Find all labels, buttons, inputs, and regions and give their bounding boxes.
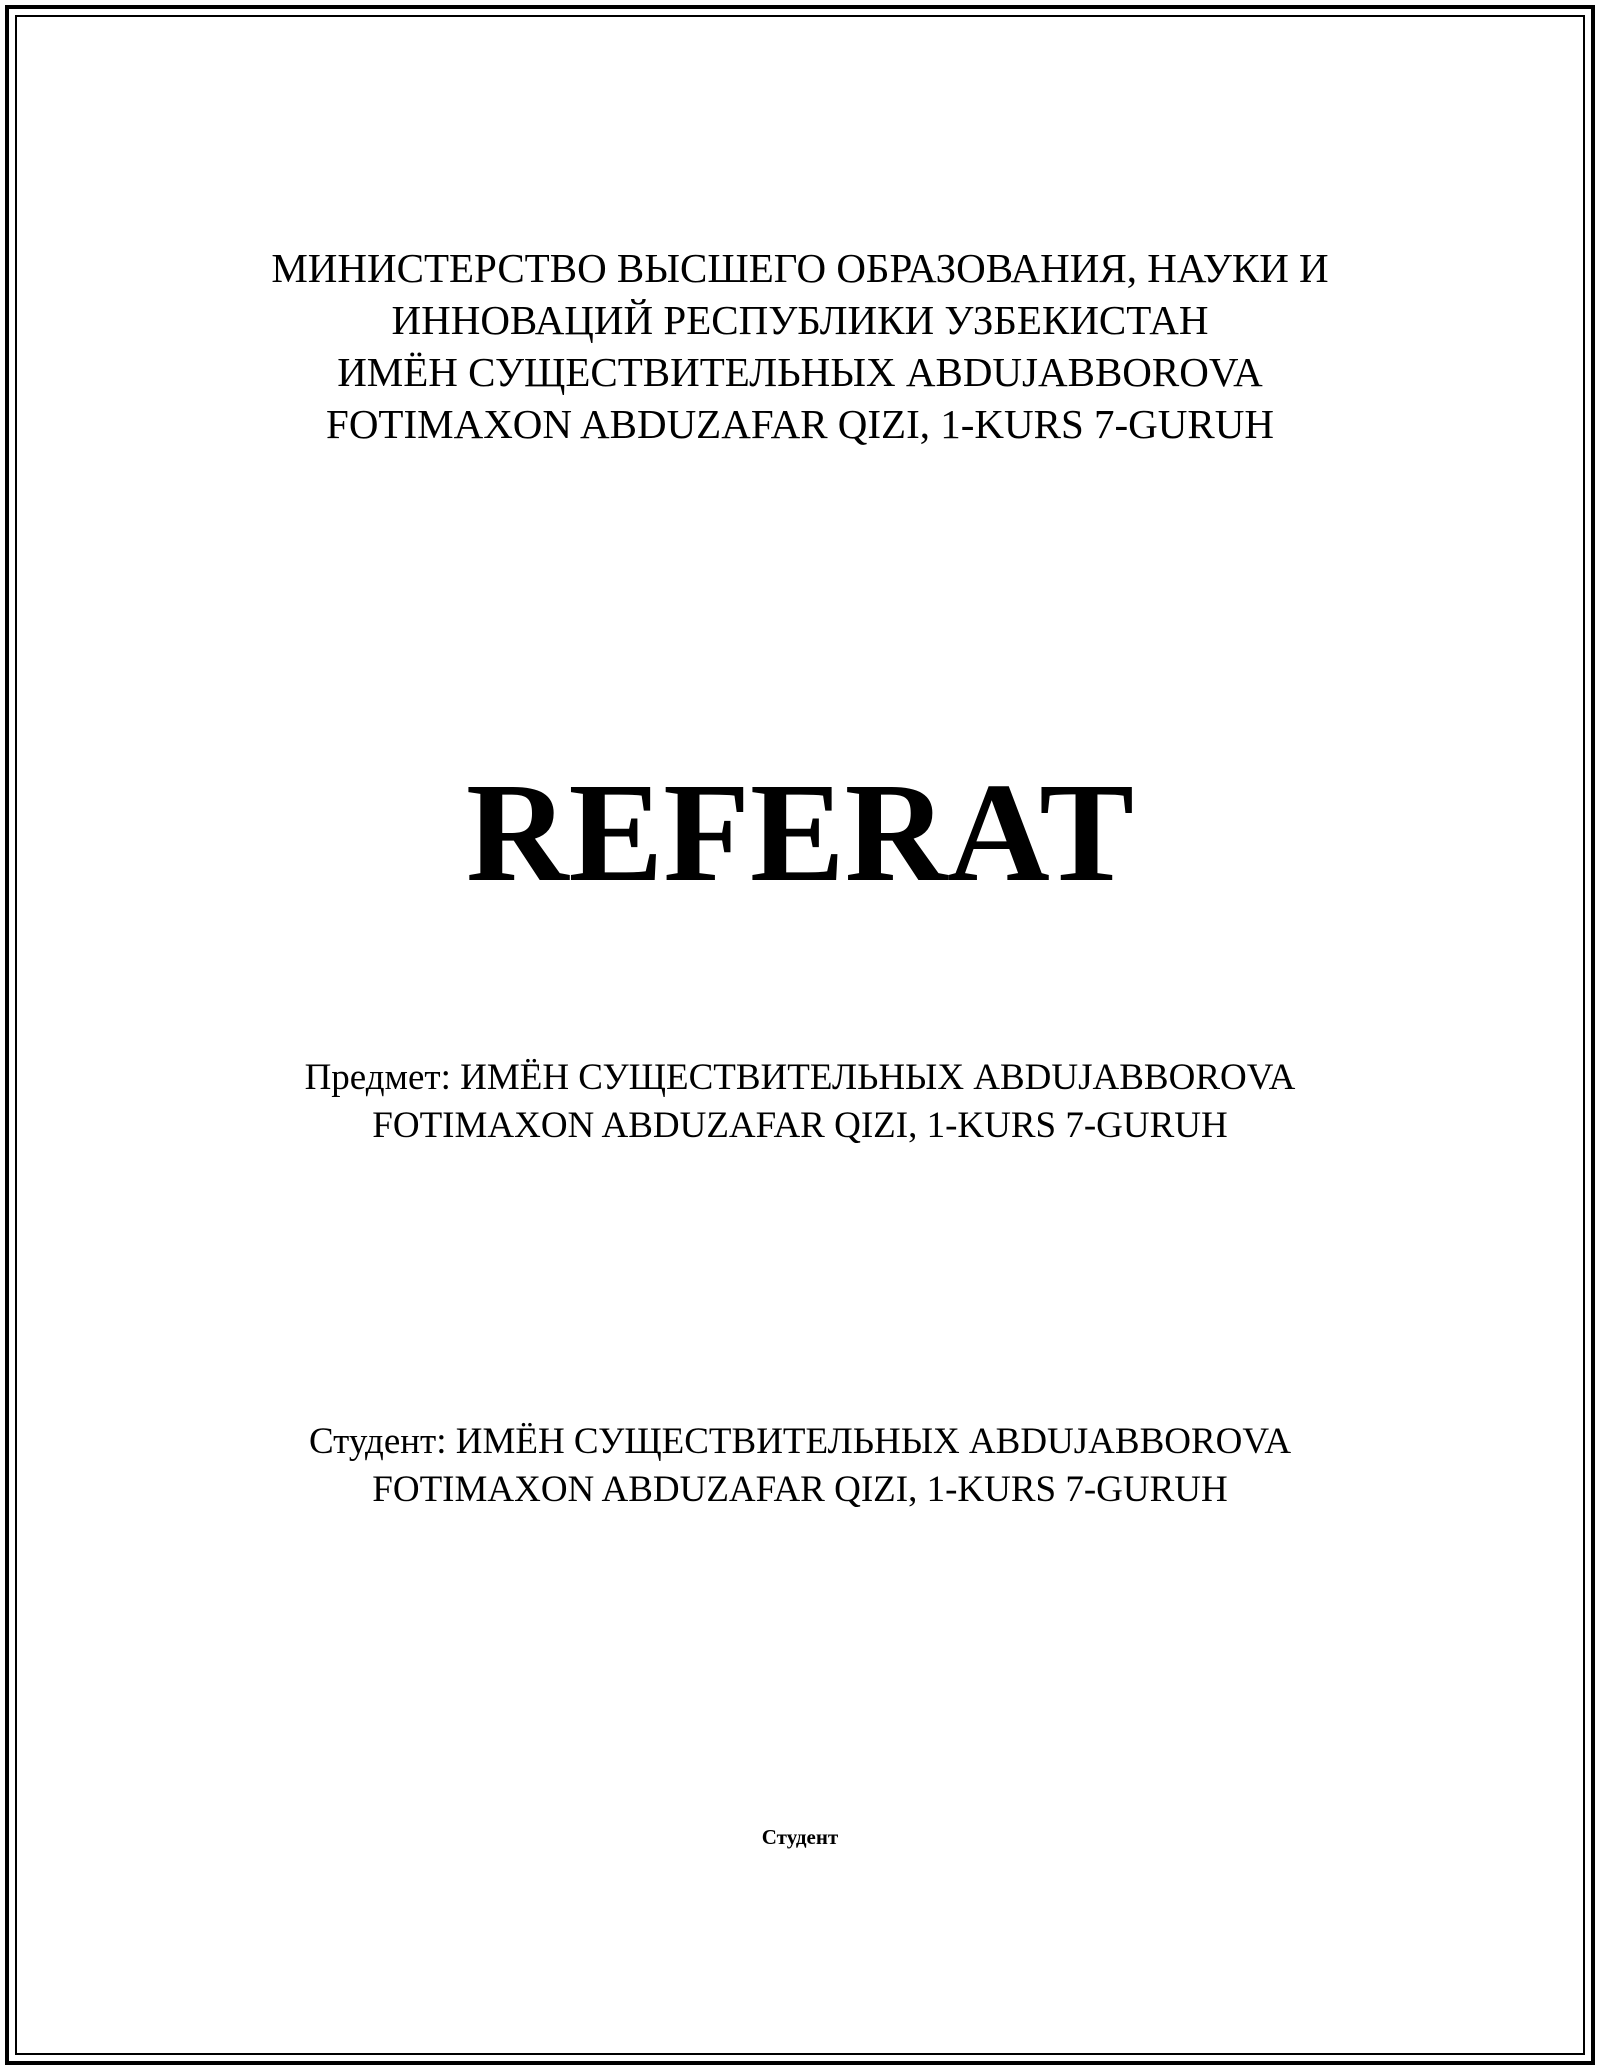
header-line-3: ИМЁН СУЩЕСТВИТЕЛЬНЫХ ABDUJABBOROVA	[337, 349, 1263, 395]
footer-student-label: Студент	[761, 1825, 839, 1849]
ministry-header	[0, 242, 1600, 450]
student-line-2: FOTIMAXON ABDUZAFAR QIZI, 1-KURS 7-GURUH	[372, 1469, 1228, 1510]
header-line-1: МИНИСТЕРСТВО ВЫСШЕГО ОБРАЗОВАНИЯ, НАУКИ И	[271, 245, 1329, 291]
header-line-2: ИННОВАЦИЙ РЕСПУБЛИКИ УЗБЕКИСТАН	[391, 297, 1209, 343]
subject-line-1: Предмет: ИМЁН СУЩЕСТВИТЕЛЬНЫХ ABDUJABBOROVA	[304, 1057, 1296, 1098]
subject-line-2: FOTIMAXON ABDUZAFAR QIZI, 1-KURS 7-GURUH	[372, 1105, 1228, 1146]
student-info	[0, 1418, 1600, 1514]
subject-info	[0, 1054, 1600, 1150]
document-title: REFERAT	[466, 753, 1134, 911]
student-line-1: Студент: ИМЁН СУЩЕСТВИТЕЛЬНЫХ ABDUJABBOROVA	[308, 1421, 1292, 1462]
header-line-4: FOTIMAXON ABDUZAFAR QIZI, 1-KURS 7-GURUH	[326, 401, 1274, 447]
